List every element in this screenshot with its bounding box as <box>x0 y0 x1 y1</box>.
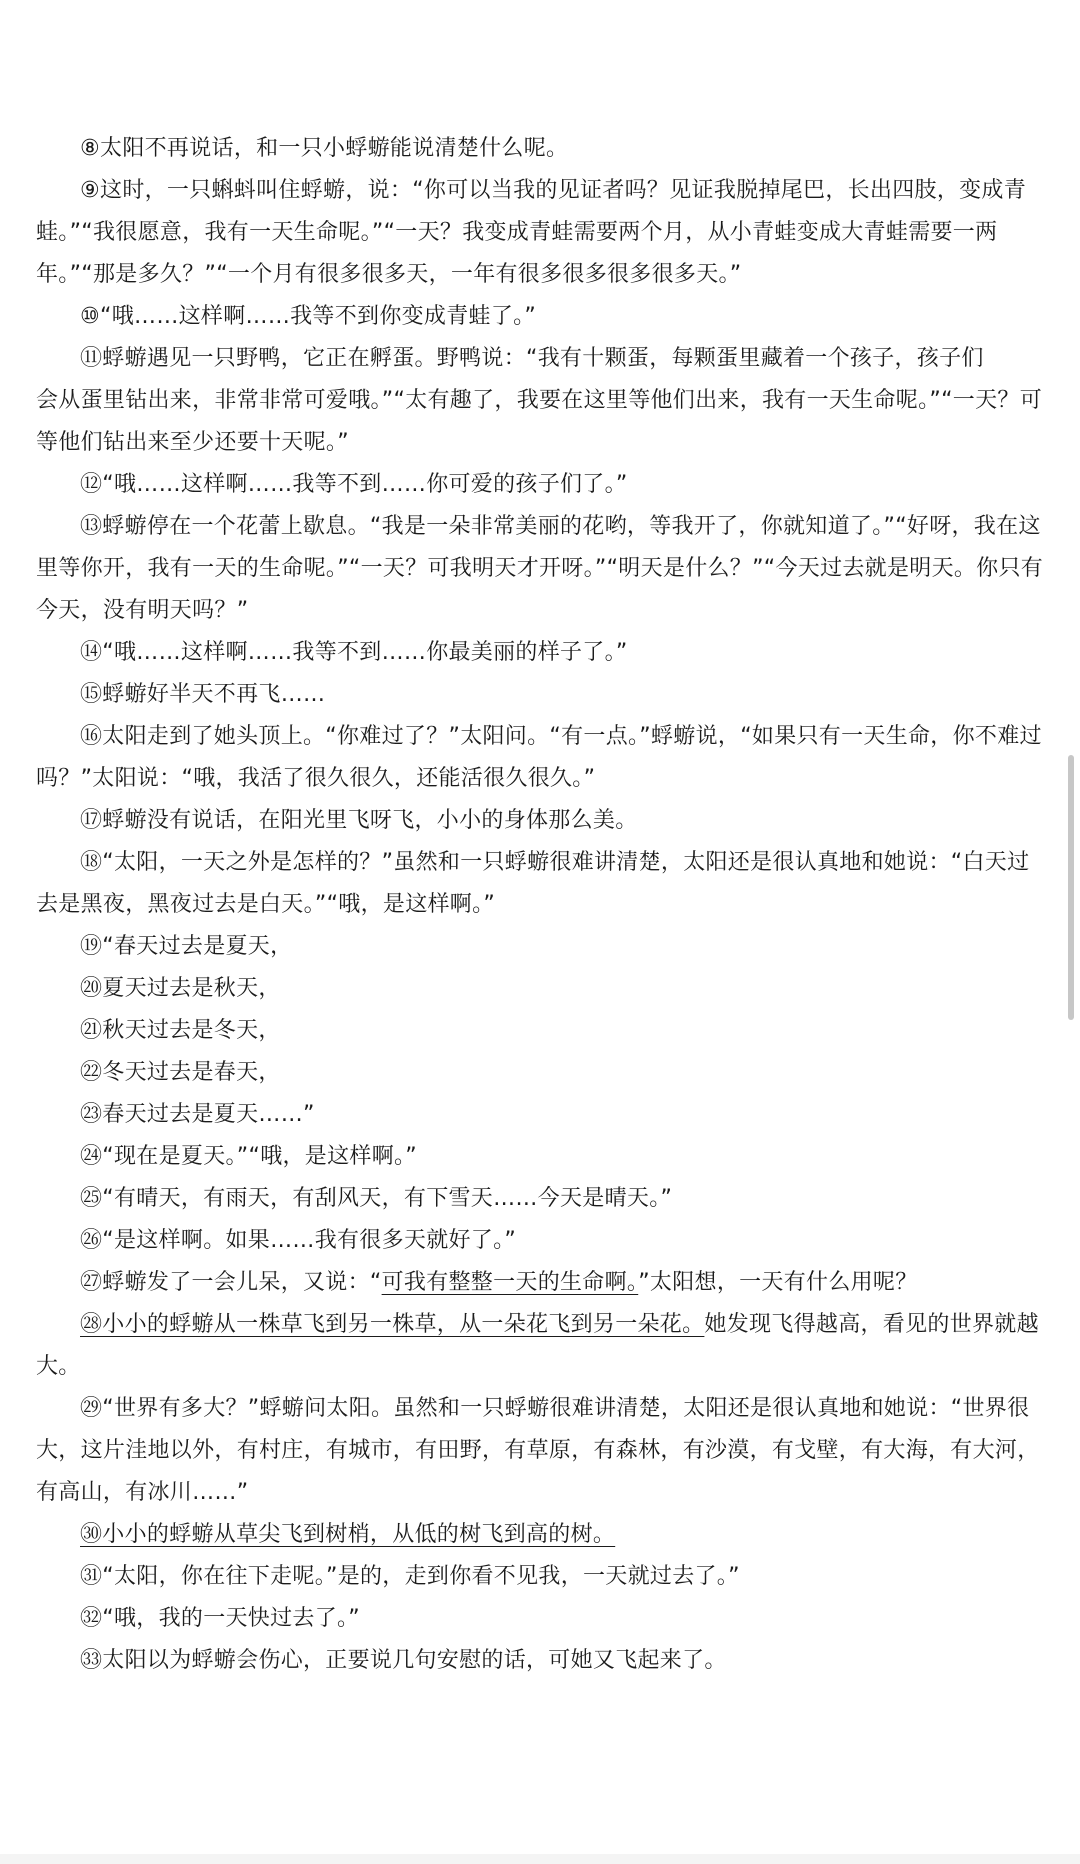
paragraph-p14 <box>36 632 1046 674</box>
paragraph-text: ㉒冬天过去是春天， <box>80 1060 281 1085</box>
paragraph-text: ⑧太阳不再说话，和一只小蜉蝣能说清楚什么呢。 <box>80 136 569 161</box>
paragraph-p20 <box>36 968 1046 1010</box>
paragraph-text: ⑲“春天过去是夏天， <box>80 934 293 959</box>
paragraph-text: ⑨这时，一只蝌蚪叫住蜉蝣，说：“你可以当我的见证者吗？见证我脱掉尾巴，长出四肢，变成青蛙。”“我很愿意，我有一天生命呢。”“一天？我变成青蛙需要两个月，从小青蛙变成大青蛙需要一两年。”“那是多久？”“一个月有很多很多天，一年有很多很多很多很多天。” <box>36 178 1027 287</box>
paragraph-p13 <box>36 506 1046 632</box>
paragraph-p8 <box>36 128 1046 170</box>
paragraph-p10 <box>36 296 1046 338</box>
paragraph-p17 <box>36 800 1046 842</box>
paragraph-p23 <box>36 1094 1046 1136</box>
paragraph-text: ⑳夏天过去是秋天， <box>80 976 281 1001</box>
paragraph-text: ⑫“哦……这样啊……我等不到……你可爱的孩子们了。” <box>80 472 628 497</box>
paragraph-text: ⑪蜉蝣遇见一只野鸭，它正在孵蛋。野鸭说：“我有十颗蛋，每颗蛋里藏着一个孩子，孩子们 会从蛋里钻出来，非常非常可爱哦。”“太有趣了，我要在这里等他们出来，我有一天生命呢。”“一天？可等他们钻出来至少还要十天呢。” <box>36 346 1042 455</box>
paragraph-text: ⑰蜉蝣没有说话，在阳光里飞呀飞，小小的身体那么美。 <box>80 808 638 833</box>
paragraph-text: ⑬蜉蝣停在一个花蕾上歇息。“我是一朵非常美丽的花哟，等我开了，你就知道了。”“好呀，我在这里等你开，我有一天的生命呢。”“一天？可我明天才开呀。”“明天是什么？”“今天过去就是明天。你只有今天，没有明天吗？” <box>36 514 1044 623</box>
paragraph-text: ⑱“太阳，一天之外是怎样的？”虽然和一只蜉蝣很难讲清楚，太阳还是很认真地和她说：“白天过去是黑夜，黑夜过去是白天。”“哦，是这样啊。” <box>36 850 1030 917</box>
paragraph-p26 <box>36 1220 1046 1262</box>
paragraph-p25 <box>36 1178 1046 1220</box>
paragraph-p9 <box>36 170 1046 296</box>
paragraph-p30 <box>36 1514 1046 1556</box>
paragraph-p27 <box>36 1262 1046 1304</box>
paragraph-text: ㉗蜉蝣发了一会儿呆，又说：“ <box>80 1270 382 1295</box>
paragraph-text: ㉙“世界有多大？”蜉蝣问太阳。虽然和一只蜉蝣很难讲清楚，太阳还是很认真地和她说：“世界很大，这片洼地以外，有村庄，有城市，有田野，有草原，有森林，有沙漠，有戈壁，有大海，有大河，有高山，有冰川……” <box>36 1396 1040 1505</box>
paragraph-p32 <box>36 1598 1046 1640</box>
paragraph-p18 <box>36 842 1046 926</box>
paragraph-text: ”太阳想，一天有什么用呢？ <box>638 1270 918 1295</box>
paragraph-text: ㉖“是这样啊。如果……我有很多天就好了。” <box>80 1228 517 1253</box>
paragraph-text: ㉕“有晴天，有雨天，有刮风天，有下雪天……今天是晴天。” <box>80 1186 673 1211</box>
paragraph-p15 <box>36 674 1046 716</box>
paragraph-p33 <box>36 1640 1046 1682</box>
paragraph-text: ⑯太阳走到了她头顶上。“你难过了？”太阳问。“有一点。”蜉蝣说，“如果只有一天生命，你不难过吗？”太阳说：“哦，我活了很久很久，还能活很久很久。” <box>36 724 1042 791</box>
underlined-sentence: ㉚小小的蜉蝣从草尖飞到树梢，从低的树飞到高的树。 <box>80 1522 616 1547</box>
paragraph-text: ㉜“哦，我的一天快过去了。” <box>80 1606 360 1631</box>
paragraph-text: ㉛“太阳，你在往下走呢。”是的，走到你看不见我，一天就过去了。” <box>80 1564 740 1589</box>
paragraph-p11 <box>36 338 1046 464</box>
underlined-sentence: ㉘小小的蜉蝣从一株草飞到另一株草，从一朵花飞到另一朵花。 <box>80 1312 705 1337</box>
paragraph-text: ㉑秋天过去是冬天， <box>80 1018 281 1043</box>
paragraph-p16 <box>36 716 1046 800</box>
paragraph-p19 <box>36 926 1046 968</box>
scrollbar-thumb[interactable] <box>1068 755 1074 1020</box>
paragraph-p21 <box>36 1010 1046 1052</box>
paragraph-p12 <box>36 464 1046 506</box>
paragraph-text: ⑭“哦……这样啊……我等不到……你最美丽的样子了。” <box>80 640 628 665</box>
paragraph-text: 她发现飞得越高，看见的世界就越大。 <box>36 1312 1039 1379</box>
bottom-edge <box>0 1854 1080 1864</box>
paragraph-p24 <box>36 1136 1046 1178</box>
paragraph-text: ㉔“现在是夏天。”“哦，是这样啊。” <box>80 1144 417 1169</box>
paragraph-p28 <box>36 1304 1046 1388</box>
paragraph-p22 <box>36 1052 1046 1094</box>
underlined-sentence: 可我有整整一天的生命啊。 <box>381 1270 639 1295</box>
paragraph-text: ㉝太阳以为蜉蝣会伤心，正要说几句安慰的话，可她又飞起来了。 <box>80 1648 727 1673</box>
paragraph-text: ⑩“哦……这样啊……我等不到你变成青蛙了。” <box>80 304 537 329</box>
paragraph-text: ⑮蜉蝣好半天不再飞…… <box>80 682 326 707</box>
document-body <box>36 128 1046 1682</box>
paragraph-text: ㉓春天过去是夏天……” <box>80 1102 315 1127</box>
paragraph-p31 <box>36 1556 1046 1598</box>
paragraph-p29 <box>36 1388 1046 1514</box>
